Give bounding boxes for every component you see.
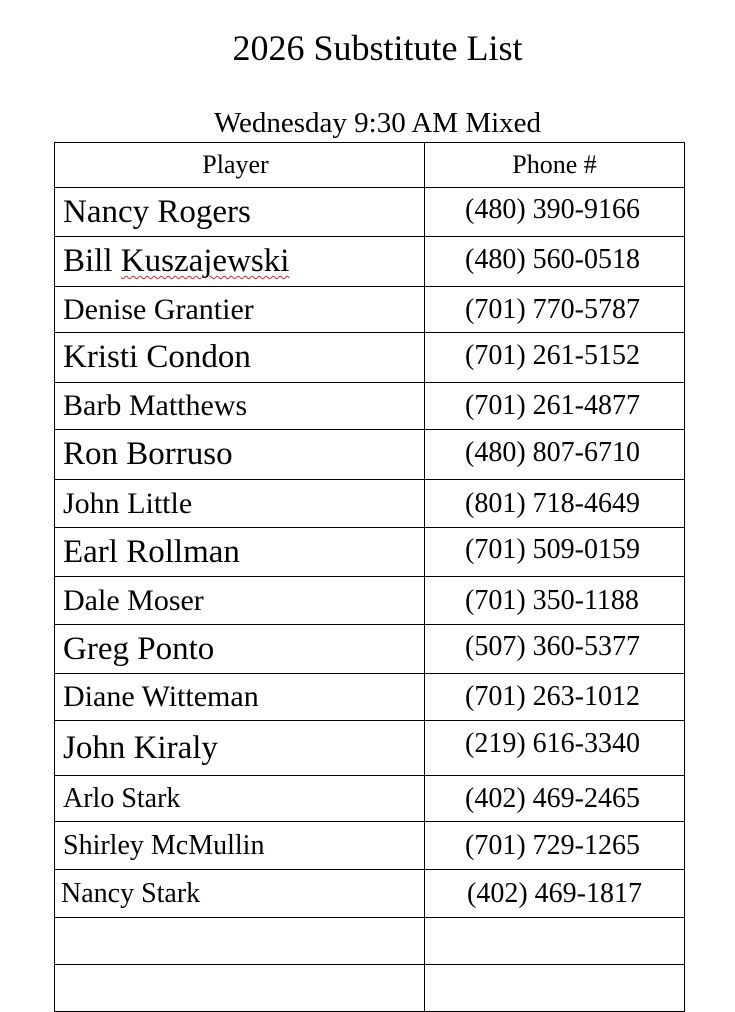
- phone-cell: (701) 350-1188: [425, 577, 685, 625]
- player-first-name: Arlo: [63, 782, 115, 814]
- player-last-name: Little: [127, 486, 193, 520]
- player-last-name: Rogers: [157, 193, 251, 230]
- player-last-name: Witteman: [141, 680, 259, 713]
- table-row: [55, 822, 685, 870]
- phone-cell: (219) 616-3340: [425, 721, 685, 776]
- player-name-cell: [55, 674, 425, 721]
- document-title: 2026 Substitute List: [232, 28, 523, 68]
- player-name-cell: [55, 333, 425, 383]
- player-last-name: Rollman: [126, 533, 240, 570]
- player-last-name: Stark: [121, 782, 181, 814]
- phone-cell: (701) 770-5787: [425, 287, 685, 333]
- player-name-cell: [55, 721, 425, 776]
- table-row: [55, 918, 685, 965]
- phone-cell: (402) 469-1817: [425, 870, 685, 918]
- player-first-name: Nancy: [63, 193, 150, 230]
- player-column-header: Player: [55, 143, 425, 188]
- player-name-cell: [55, 870, 425, 918]
- table-row: [55, 721, 685, 776]
- player-name-cell: [55, 528, 425, 577]
- player-name-cell: [55, 918, 425, 965]
- player-last-name: Condon: [146, 339, 251, 375]
- table-header-row: [55, 143, 685, 188]
- table-row: [55, 965, 685, 1012]
- player-first-name: Bill: [63, 243, 113, 279]
- player-last-name: Stark: [141, 877, 201, 909]
- substitute-table-container: [54, 142, 684, 1012]
- phone-cell: (402) 469-2465: [425, 776, 685, 822]
- list-subtitle: Wednesday 9:30 AM Mixed: [213, 107, 542, 139]
- phone-cell: [425, 965, 685, 1012]
- player-last-name: Kiraly: [133, 729, 218, 766]
- player-name-cell: [55, 776, 425, 822]
- phone-cell: (701) 261-4877: [425, 383, 685, 430]
- phone-cell: [425, 918, 685, 965]
- player-first-name: John: [63, 729, 126, 766]
- player-name-cell: [55, 383, 425, 430]
- table-row: [55, 383, 685, 430]
- phone-cell: (701) 729-1265: [425, 822, 685, 870]
- player-last-name: Ponto: [137, 630, 215, 667]
- player-name-cell: [55, 625, 425, 674]
- player-first-name: Barb: [63, 389, 122, 422]
- player-name-cell: [55, 188, 425, 237]
- phone-cell: (480) 807-6710: [425, 430, 685, 480]
- phone-column-header: Phone #: [425, 143, 685, 188]
- player-name-cell: [55, 237, 425, 287]
- phone-cell: (701) 509-0159: [425, 528, 685, 577]
- player-first-name: Greg: [63, 630, 129, 667]
- phone-cell: (480) 390-9166: [425, 188, 685, 237]
- player-last-name: Moser: [127, 583, 204, 617]
- phone-cell: (701) 261-5152: [425, 333, 685, 383]
- player-first-name: Kristi: [63, 339, 139, 375]
- phone-cell: (701) 263-1012: [425, 674, 685, 721]
- table-row: [55, 674, 685, 721]
- table-row: [55, 625, 685, 674]
- player-first-name: John: [63, 486, 120, 520]
- substitute-table: [54, 142, 685, 1012]
- table-row: [55, 776, 685, 822]
- phone-cell: (480) 560-0518: [425, 237, 685, 287]
- phone-cell: (507) 360-5377: [425, 625, 685, 674]
- player-name-cell: [55, 822, 425, 870]
- table-row: [55, 333, 685, 383]
- player-name-cell: [55, 430, 425, 480]
- table-row: [55, 870, 685, 918]
- table-row: [55, 430, 685, 480]
- table-row: [55, 188, 685, 237]
- player-first-name: Ron: [63, 436, 119, 472]
- table-row: [55, 528, 685, 577]
- player-last-name: McMullin: [150, 829, 265, 861]
- player-name-cell: [55, 287, 425, 333]
- player-name-cell: [55, 577, 425, 625]
- table-row: [55, 480, 685, 528]
- player-last-name: Grantier: [153, 292, 254, 326]
- player-first-name: Denise: [63, 292, 147, 326]
- player-last-name: Borruso: [126, 436, 233, 472]
- table-row: [55, 287, 685, 333]
- phone-cell: (801) 718-4649: [425, 480, 685, 528]
- player-name-cell: [55, 480, 425, 528]
- table-row: [55, 577, 685, 625]
- player-first-name: Nancy: [61, 877, 135, 909]
- player-first-name: Diane: [63, 680, 135, 713]
- player-name-cell: [55, 965, 425, 1012]
- player-first-name: Dale: [63, 583, 120, 617]
- table-row: [55, 237, 685, 287]
- player-last-name: Kuszajewski: [120, 243, 290, 279]
- player-first-name: Shirley: [63, 829, 144, 861]
- player-last-name: Matthews: [128, 389, 248, 422]
- player-first-name: Earl: [63, 533, 118, 570]
